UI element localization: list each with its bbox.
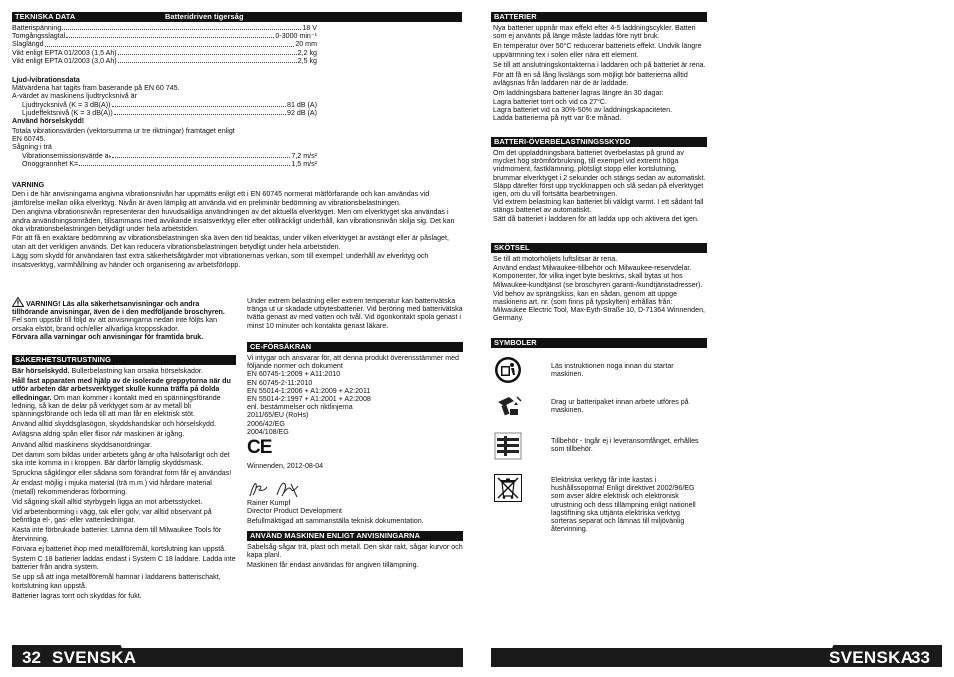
- accessory-icon: [494, 432, 522, 460]
- safety-warning: [12, 297, 236, 341]
- noise-title: Ljud-/vibrationsdata: [12, 76, 80, 84]
- noise-block: [12, 76, 317, 125]
- left-language: SVENSKA: [52, 648, 137, 667]
- safety-paragraph: Det damm som bildas under arbetets gång är ofta hälsofarligt och det ska inte komma in i kroppen. Bär därför lämplig skyddsmask.: [12, 450, 230, 468]
- batterier-text: Nya batterier uppnår max effekt efter 4-5 laddningscykler. Batteri som ej använts på länge måste laddas före nytt bruk. En temperatur över 50°C reducerar batteriets effekt. Undvik längre uppvärmning tex i solen eller nära ett element. Se till att anslutningskontakterna i laddaren och på batteriet är rena. För att få en så lång livslängs som möjligt bör batterierna alltid avlägsnas från laddaren när de är laddade. Om laddningsbara batterier lagras längre än 30 dagar: Lagra batteriet torrt och vid ca 27°C. Lagra batteriet vid ca 30%-50% av laddningskapaciteten. Ladda batterierna på nytt var 6:e månad.: [493, 24, 706, 123]
- weee-bin-icon: [494, 474, 522, 502]
- safety-paragraph: Se upp så att inga metallföremål hamnar i laddarens batterischakt, kortslutning kan uppstå.: [12, 573, 221, 590]
- ce-date: Winnenden, 2012-08-04: [247, 462, 324, 470]
- signer-note: Befullmäktigad att sammanställa teknisk dokumentation.: [247, 517, 424, 526]
- safety-paragraph: Batterier lagras torrt och skyddas för fukt.: [12, 591, 142, 600]
- norm-line: EN 55014-2:1997 + A1:2001 + A2:2008: [247, 395, 371, 404]
- tech-specs: [12, 24, 317, 65]
- noise-line: A-värdet av maskinens ljudtrycksnivå är: [12, 92, 137, 101]
- spec-row: Slaglängd 20 mm: [12, 40, 317, 49]
- safety-paragraph: System C 18 batterier laddas endast i System C 18 laddare. Ladda inte batterier från andra system.: [12, 555, 236, 572]
- safety-paragraph: Vid arbetenborrning i vägg, tak eller golv, var alltid observant på befintliga el-, gas- eller vattenledningar.: [12, 508, 212, 525]
- safety-paragraph: Avlägsna aldrig spån eller flisor när maskinen är igång.: [12, 430, 185, 439]
- symbol-text: Tillbehör - Ingår ej i leveransomfånget, erhålles som tillbehör.: [551, 437, 699, 454]
- sakerhet-header: SÄKERHETSUTRUSTNING: [12, 355, 236, 365]
- warning-rest: Fel som uppstår till följd av att anvisningarna nedan inte följts kan orsaka elstöt, brand och/eller allvarliga kroppsskador.: [12, 316, 218, 333]
- spec-row: Vibrationsemissionsvärde aₕ 7,2 m/s²: [22, 151, 317, 160]
- norm-line: EN 55014-1:2006 + A1:2009 + A2:2011: [247, 386, 371, 395]
- symbol-text: Drag ur batteripaket innan arbete utföres på maskinen.: [551, 398, 689, 415]
- ce-text: Vi intygar och ansvarar för, att denna produkt överensstämmer med följande normer och dokument EN 60745-1:2009 + A11:2010 EN 60745-2-11:2010 EN 55014-1:2006 + A1:2009 + A2:2011 EN 55014-2:1997 + A1:2001 + A2:2008 enl. bestämmelser och riktlinjerna 2011/65/EU (RoHs) 2006/42/EG 2004/108/EG: [247, 354, 463, 436]
- spec-row: Batterispänning 18 V: [12, 24, 317, 32]
- signer-title: Director Product Development: [247, 507, 343, 516]
- ce-header: CE-FÖRSÄKRAN: [247, 342, 463, 352]
- ear-protection-note: Använd hörselskydd!: [12, 117, 85, 126]
- overload-header: BATTERI-ÖVERBELASTNINGSSKYDD: [491, 137, 707, 147]
- right-page-number: 33: [911, 648, 930, 667]
- norm-line: 2006/42/EG: [247, 419, 285, 428]
- use-header: ANVÄND MASKINEN ENLIGT ANVISNINGARNA: [247, 531, 463, 541]
- signature: [247, 478, 327, 500]
- norm-line: EN 60745-2-11:2010: [247, 378, 313, 387]
- right-language: SVENSKA: [829, 648, 914, 667]
- safety-text: Bär hörselskydd. Bullerbelastning kan orsaka hörselskador. Håll fast apparaten med hjälp av de isolerade greppytorna när du utför arbeten där arbetsverktyget skulle kunna träffa på dolda elledningar. Om man kommer i kontakt med en spänningsförande ledning, så kan de delar på verktyget som är av metall bli spänningsförande och leda till att man får en elektrisk stöt. Använd alltid skyddsglasögon, skyddshandskar och hörselskydd. Avlägsna aldrig spån eller flisor när maskinen är igång. Använd alltid maskinens skyddsanordningar. Det damm som bildas under arbetets gång är ofta hälsofarligt och det ska inte komma in i kroppen. Bär därför lämplig skyddsmask. Spruckna sågklingor eller sådana som förändrat form får ej användas! Är endast möjlig i mjuka material (trä m.m.) vid hårdare material (metall) rekommenderas förborrning. Vid sågning skall alltid styrbygeln ligga an mot arbetsstycket. Vid arbetenborrning i vägg, tak eller golv, var alltid observant på befintliga el-, gas- eller vattenledningar. Kasta inte förbrukade batterier. Lämna dem till Milwaukee Tools för återvinning. Förvara ej batteriet ihop med metallföremål, kortslutning kan uppstå. System C 18 batterier laddas endast i System C 18 laddare. Ladda inte batterier från andra system. Se upp så att inga metallföremål hamnar i laddarens batterischakt, kortslutning kan uppstå. Batterier lagras torrt och skyddas för fukt.: [12, 367, 236, 600]
- symbol-text: Läs instruktionen noga innan du startar maskinen.: [551, 362, 674, 379]
- vibration-block: [12, 127, 317, 168]
- warning-paragraph: Lägg som skydd för användaren fast extra säkerhetsåtgärder mot vibrationernas verkan, som till exempel: underhåll av elverktyg och insatsverktyg, varmhållning av händer och organisering av arbetsförlopp.: [12, 252, 429, 269]
- spec-row: Ljudtrycksnivå (K = 3 dB(A)) 81 dB (A): [22, 100, 317, 109]
- spec-row: Tomgångsslagtal 0-3000 min⁻¹: [12, 32, 317, 41]
- warning-keep: Förvara alla varningar och anvisningar för framtida bruk.: [12, 332, 204, 341]
- spec-row: Ljudeffektsnivå (K = 3 dB(A)) 92 dB (A): [22, 108, 317, 117]
- tech-data-header: [12, 12, 462, 22]
- norm-line: 2011/65/EU (RoHs): [247, 411, 309, 420]
- warning-title: VARNING: [12, 181, 45, 189]
- norm-line: 2004/108/EG: [247, 427, 289, 436]
- safety-paragraph: Spruckna sågklingor eller sådana som förändrat form får ej användas!: [12, 469, 232, 478]
- norm-line: enl. bestämmelser och riktlinjerna: [247, 403, 353, 412]
- use-text: Sabelsåg sågar trä, plast och metall. Den skär rakt, sågar kurvor och kapa planl. Maskinen får endast användas för angiven tillämpning.: [247, 543, 463, 570]
- skotsel-header: SKÖTSEL: [491, 243, 707, 253]
- safety-paragraph: Vid sågning skall alltid styrbygeln ligga an mot arbetsstycket.: [12, 497, 203, 506]
- safety-paragraph: Använd alltid maskinens skyddsanordningar.: [12, 440, 152, 449]
- tech-data-title: TEKNISKA DATA: [15, 12, 76, 21]
- ce-mark: CE: [247, 437, 272, 458]
- norm-line: EN 60745-1:2009 + A11:2010: [247, 370, 341, 379]
- signer-block: [247, 499, 463, 526]
- safety-paragraph: Förvara ej batteriet ihop med metallföremål, kortslutning kan uppstå.: [12, 544, 227, 553]
- noise-line: Mätvärdena har tagits fram baserande på EN 60 745.: [12, 84, 180, 93]
- warning-triangle-icon: [12, 297, 24, 307]
- overload-text: Om det uppladdningsbara batteriet överbelastas på grund av mycket hög strömförbrukning, till exempel vid extremt höga vridmoment, fastklämning, plötsligt stopp eller kortslutning, brummar elverktyget i 2 sekunder och stängs sedan av automatiskt. Släpp därefter först upp tryckknappen och slå sedan på elverktyget igen, om du vill fortsätta bearbetningen. Vid extrem belastning kan batteriet bli väldigt varmt. I ett sådant fall stängs batteriet av automatiskt. Sätt då batteriet i laddaren för att ladda upp och aktivera det igen.: [493, 149, 706, 223]
- signer-name: Rainer Kumpf: [247, 499, 291, 507]
- symboler-header: SYMBOLER: [491, 338, 707, 348]
- skotsel-text: Se till att motorhöljets luftslitsar är rena. Använd endast Milwaukee-tillbehör och Milwaukee-reservdelar. Komponenter, för vilka inget byte beskrivs, skall bytas ut hos Milwaukee-kundtjänst (se broschyren garanti-/kundtjänstadresser). Vid behov av sprängskiss, kan en sådan, genom att uppge maskinens art. nr. (som finns på typskylten) erhållas från: Milwaukee Electric Tool, Max-Eyth-Straße 10, D-71364 Winnenden, Germany.: [493, 255, 705, 323]
- read-manual-icon: [494, 356, 522, 384]
- batterier-header: BATTERIER: [491, 12, 707, 22]
- safety-paragraph: Använd alltid skyddsglasögon, skyddshandskar och hörselskydd.: [12, 420, 216, 429]
- warning-bold: VARNING! Läs alla säkerhetsanvisningar och andra tillhörande anvisningar, även de i den medföljande broschyren.: [12, 300, 225, 317]
- vib-sub: Sågning i trä: [12, 143, 52, 152]
- warning-paragraph: För att få en exaktare bedömning av vibrationsbelastningen ska även den tid beaktas, under vilken elverktyget är avstängt eller är påslaget, utan att det verkligen används. Det kan reducera vibrationsbelastningen betydligt under hela arbetstiden.: [12, 234, 449, 251]
- spec-row: Vikt enligt EPTA 01/2003 (3,0 Ah) 2,5 kg: [12, 56, 317, 65]
- warning-paragraph: Den angivna vibrationsnivån representerar den huvudsakliga användningen av det aktuella elverktyget. Men om elverktyget ska användas i andra användningsområden, tillsammans med avvikande insatsverktyg eller efter otillräckligt underhåll, kan vibrationsnivån skilja sig. Det kan öka vibrationsbelastningen betydligt under hela arbetstiden.: [12, 208, 455, 234]
- battery-leak-text: Under extrem belastning eller extrem temperatur kan batterivätska tränga ut ur skadade utbytesbatterier. Vid beröring med batterivätska tvätta genast av med vatten och tvål. Vid ögonkontakt spola genast i minst 10 minuter och kontakta genast läkare.: [247, 297, 463, 330]
- warning-paragraph: Den i de här anvisningarna angivna vibrationsnivån har uppmätts enligt ett i EN 60745 normerat mätförfarande och kan användas vid jämförelse mellan olika elverktyg. Nivån är även lämplig att använda vid en preliminär bedömning av vibrationsbelastningen.: [12, 190, 430, 207]
- safety-paragraph: Är endast möjlig i mjuka material (trä m.m.) vid hårdare material (metall) rekommenderas förborrning.: [12, 479, 212, 496]
- spec-row: Onoggrannhet K= 1,5 m/s²: [22, 159, 317, 168]
- battery-remove-icon: [494, 393, 522, 421]
- left-page-number: 32: [22, 648, 41, 667]
- warning-block: [12, 181, 462, 273]
- tech-data-subtitle: Batteridriven tigersåg: [165, 12, 244, 21]
- safety-paragraph: Kasta inte förbrukade batterier. Lämna dem till Milwaukee Tools för återvinning.: [12, 526, 222, 543]
- symbol-text: Elektriska verktyg får inte kastas i hushållssoporna! Enligt direktivet 2002/96/EG som avser äldre elektrisk och elektronisk utrustning och dess tillämpning enligt nationell lagstiftning ska uttjänta elektriska verktyg sorteras separat och lämnas till miljövänlig återvinning.: [551, 476, 696, 534]
- spec-row: Vikt enligt EPTA 01/2003 (1,5 Ah) 2,2 kg: [12, 48, 317, 57]
- vib-intro: Totala vibrationsvärden (vektorsumma ur tre riktningar) framtaget enligt EN 60745.: [12, 127, 235, 144]
